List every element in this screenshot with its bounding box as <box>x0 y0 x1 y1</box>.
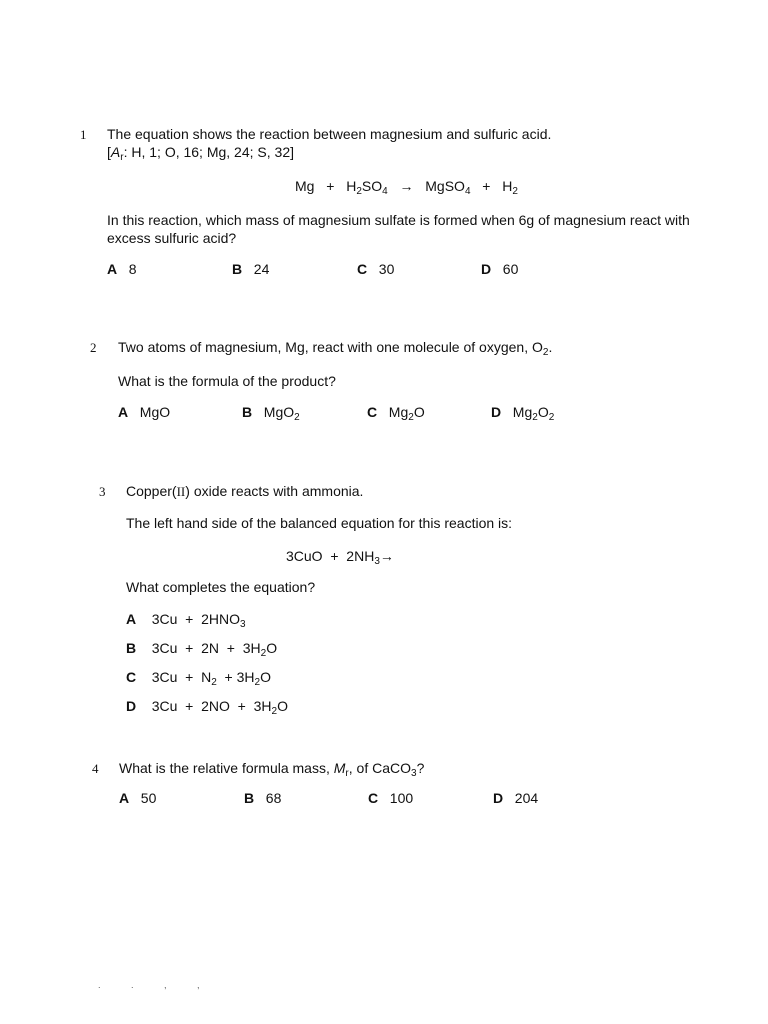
q4-option-c[interactable]: C 100 <box>368 790 414 806</box>
ar-symbol: A <box>110 144 121 160</box>
question-4-text: What is the relative formula mass, $M_r$, of CaCO$_3$? <box>119 760 425 779</box>
question-2-text: Two atoms of magnesium, Mg, react with one molecule of oxygen, $O_2$. <box>118 339 553 358</box>
q2-option-a[interactable]: A MgO <box>118 404 171 420</box>
question-3-equation: $3CuO + 2NH_3\to$ <box>286 548 394 567</box>
q1-option-a[interactable]: A 8 <box>107 261 137 277</box>
question-3-text: Copper(II) oxide reacts with ammonia. <box>126 483 364 499</box>
question-3-line2: The left hand side of the balanced equation for this reaction is: <box>126 515 513 531</box>
q2-option-c[interactable]: C $Mg_2O$ <box>367 404 425 423</box>
q4-option-a[interactable]: A 50 <box>119 790 157 806</box>
question-1-text: The equation shows the reaction between magnesium and sulfuric acid. <box>107 126 552 142</box>
question-1-prompt-line2: excess sulfuric acid? <box>107 230 237 246</box>
ar-values: : H, 1; O, 16; Mg, 24; S, 32] <box>123 144 294 160</box>
question-3-prompt: What completes the equation? <box>126 579 316 595</box>
q2-option-b[interactable]: B MgO$_2$ <box>242 404 300 423</box>
question-1-equation: $Mg + H_2SO_4$ → MgSO$_4$ + $H_2$ <box>295 178 518 197</box>
question-2-number: 2 <box>90 340 97 355</box>
q4-option-b[interactable]: B 68 <box>244 790 282 806</box>
q2-option-d[interactable]: D $Mg_2O_2$ <box>491 404 555 423</box>
footer-marks: . . , , <box>98 980 214 990</box>
q3-option-b[interactable]: B $3Cu + 2N + 3H_2O$ <box>126 640 278 659</box>
q4-option-d[interactable]: D 204 <box>493 790 539 806</box>
q1-option-d[interactable]: D 60 <box>481 261 519 277</box>
question-1-prompt-line1: In this reaction, which mass of magnesium sulfate is formed when 6g of magnesium react with <box>107 212 690 228</box>
q1-option-c[interactable]: C 30 <box>357 261 395 277</box>
q1-option-b[interactable]: B 24 <box>232 261 270 277</box>
question-1-number: 1 <box>80 127 87 142</box>
question-1-ar-data: [$A_r$: H, 1; O, 16; Mg, 24; S, 32] <box>107 144 294 163</box>
q3-option-c[interactable]: C $3Cu + N_2 + 3H_2O$ <box>126 669 271 688</box>
question-2-prompt: What is the formula of the product? <box>118 373 336 389</box>
q3-option-d[interactable]: D $3Cu + 2NO + 3H_2O$ <box>126 698 288 717</box>
ar-subscript: r <box>120 152 124 163</box>
question-4-number: 4 <box>92 761 99 776</box>
question-3-number: 3 <box>99 484 106 499</box>
q3-option-a[interactable]: A $3Cu + 2HNO_3$ <box>126 611 246 630</box>
